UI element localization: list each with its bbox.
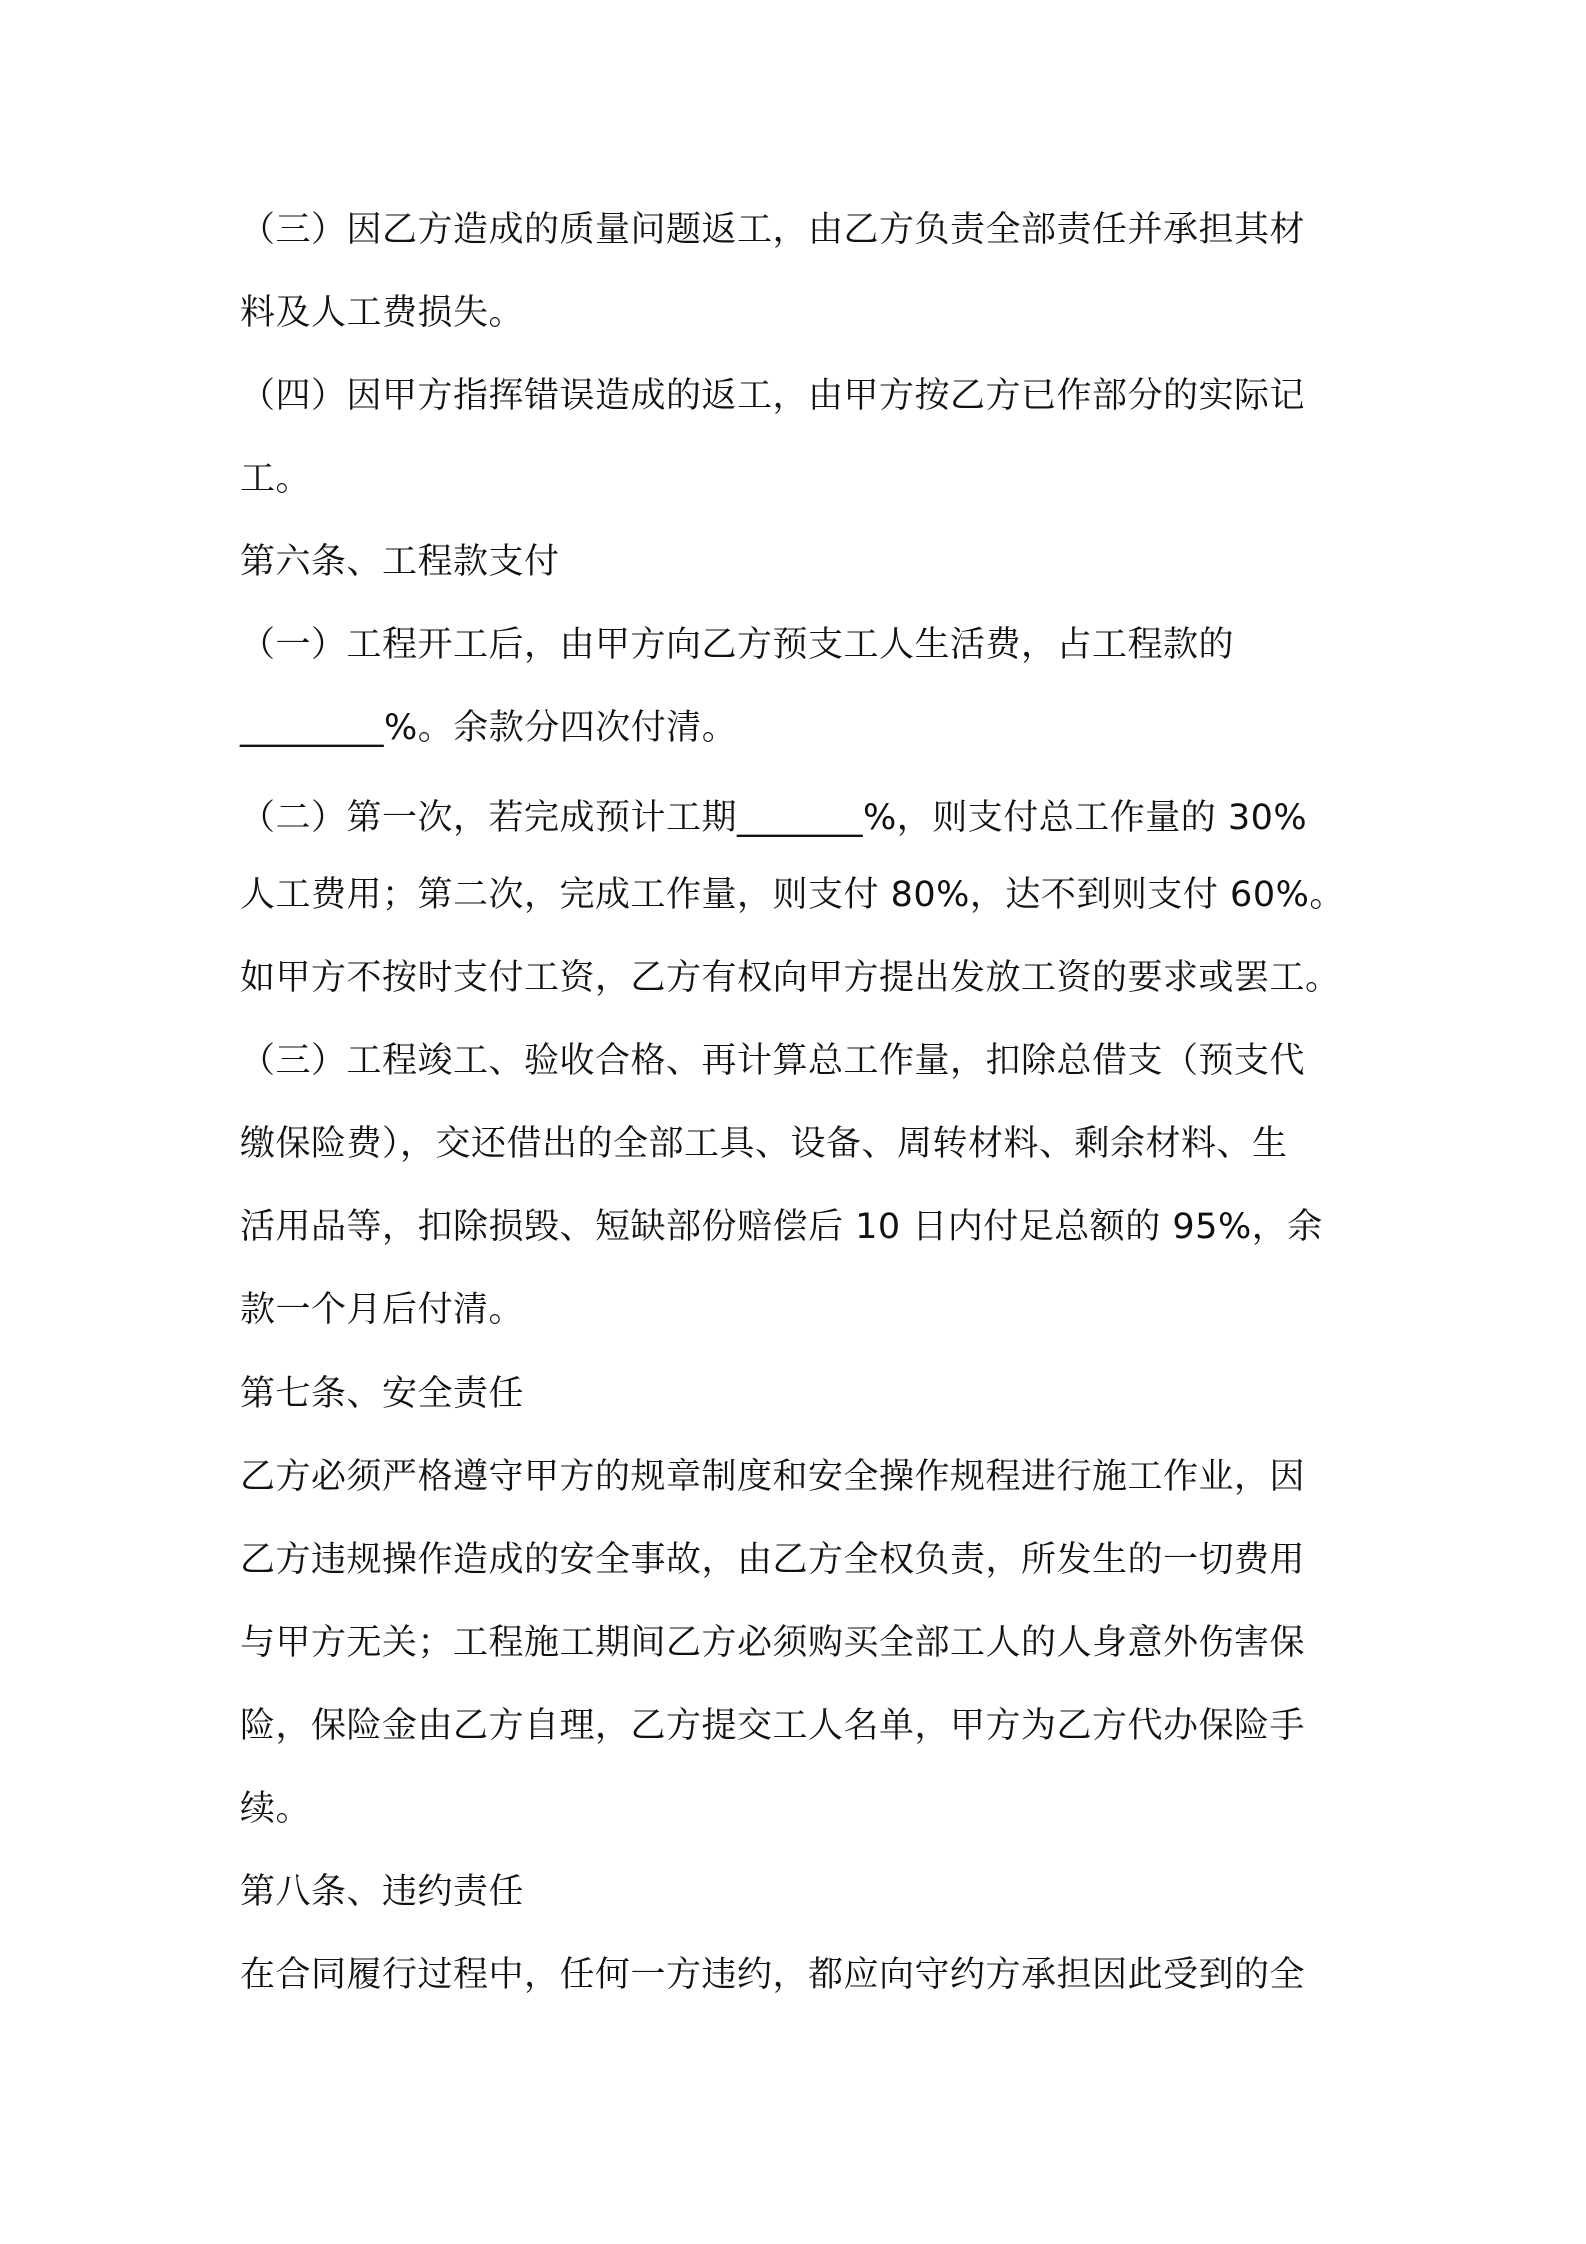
text-line: 如甲方不按时支付工资，乙方有权向甲方提出发放工资的要求或罢工。 xyxy=(240,958,1341,998)
section-heading: 第七条、安全责任 xyxy=(240,1374,525,1414)
text-line: 活用品等，扣除损毁、短缺部份赔偿后 10 日内付足总额的 95%，余 xyxy=(240,1207,1323,1247)
text-line: 工。 xyxy=(240,459,312,499)
text-line: 与甲方无关；工程施工期间乙方必须购买全部工人的人身意外伤害保 xyxy=(240,1623,1306,1663)
text-line: 料及人工费损失。 xyxy=(240,293,525,333)
text-line: （四）因甲方指挥错误造成的返工，由甲方按乙方已作部分的实际记 xyxy=(240,376,1306,416)
section-heading: 第八条、违约责任 xyxy=(240,1872,525,1912)
text-line: （三）因乙方造成的质量问题返工，由乙方负责全部责任并承担其材 xyxy=(240,210,1306,250)
text-line: 人工费用；第二次，完成工作量，则支付 80%，达不到则支付 60%。 xyxy=(240,875,1345,915)
text-line: （一）工程开工后，由甲方向乙方预支工人生活费，占工程款的 xyxy=(240,625,1235,665)
text-line: 款一个月后付清。 xyxy=(240,1290,525,1330)
text-line: 险，保险金由乙方自理，乙方提交工人名单，甲方为乙方代办保险手 xyxy=(240,1706,1306,1746)
text-line: 乙方必须严格遵守甲方的规章制度和安全操作规程进行施工作业，因 xyxy=(240,1457,1306,1497)
section-heading: 第六条、工程款支付 xyxy=(240,542,560,582)
text-line: （二）第一次，若完成预计工期_______%，则支付总工作量的 30% xyxy=(240,798,1308,838)
text-line: 续。 xyxy=(240,1789,312,1829)
text-line: （三）工程竣工、验收合格、再计算总工作量，扣除总借支（预支代 xyxy=(240,1041,1306,1081)
text-line: 乙方违规操作造成的安全事故，由乙方全权负责，所发生的一切费用 xyxy=(240,1540,1306,1580)
text-line: ________%。余款分四次付清。 xyxy=(240,708,738,748)
text-line: 缴保险费），交还借出的全部工具、设备、周转材料、剩余材料、生 xyxy=(240,1124,1288,1164)
text-line: 在合同履行过程中，任何一方违约，都应向守约方承担因此受到的全 xyxy=(240,1955,1306,1995)
